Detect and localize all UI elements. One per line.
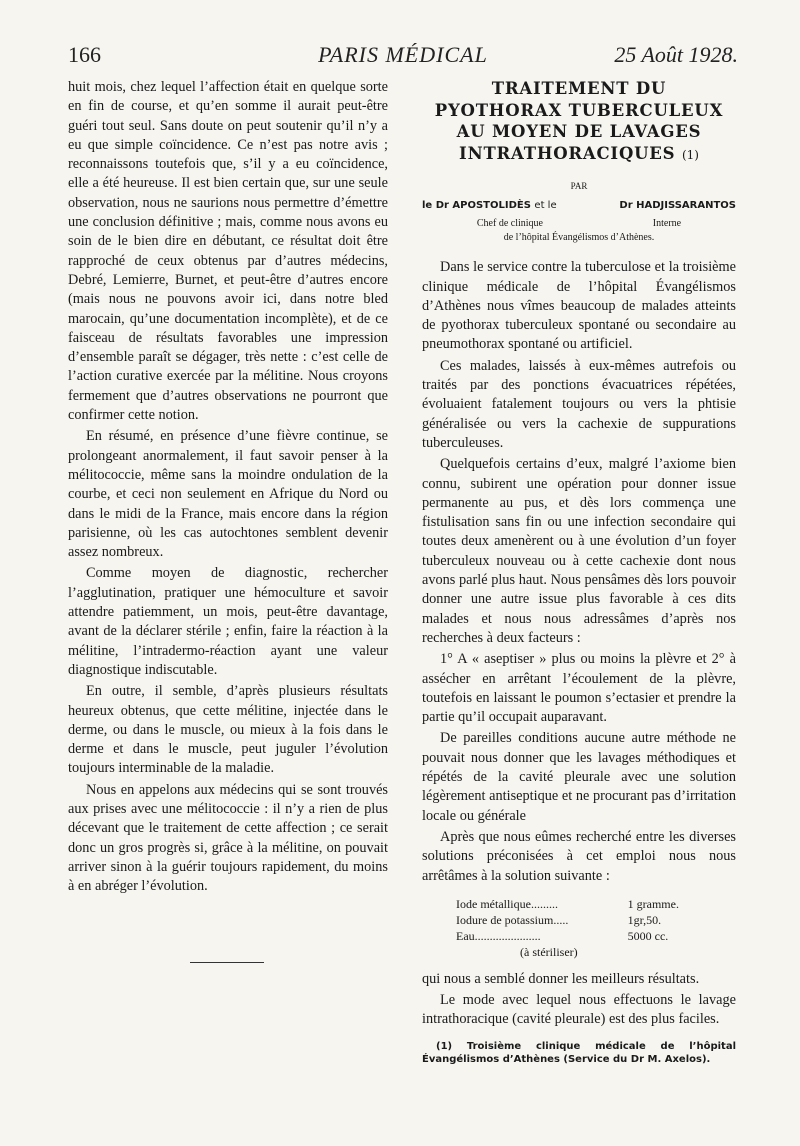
byline-par: PAR bbox=[570, 181, 588, 191]
paragraph: En résumé, en présence d’une fièvre continue, se prolongeant anormalement, il faut savoir penser à la mélitococcie, même sans la moindre ondulation de la courbe, et ceci non seulement en Afrique du Nord ou dans le midi de la France, mais encore dans la région parisienne, où les cas autochtones semblent devenir assez nombreux. bbox=[68, 428, 388, 561]
paragraph: 1° A « aseptiser » plus ou moins la plèvre et 2° à assécher en arrêtant l’écoulement de la plèvre, toutefois en laissant le poumon s’ectasier et prendre la partie qu’il occupait auparavant. bbox=[422, 651, 736, 726]
title-line: TRAITEMENT DU bbox=[491, 79, 667, 98]
title-line: INTRATHORACIQUES (1) bbox=[459, 143, 699, 163]
author-roles bbox=[422, 217, 736, 230]
right-column bbox=[422, 78, 736, 1066]
page-number: 166 bbox=[68, 42, 101, 67]
footnote: (1) Troisième clinique médicale de l’hôpital Évangélismos d’Athènes (Service du Dr M. Axelos). bbox=[422, 1040, 736, 1065]
paragraph: Ces malades, laissés à eux-mêmes autrefois ou traités par des ponctions évacuatrices répétées, évoluaient fatalement toujours ou vers la phtisie généralisée ou vers la cachexie de suppurations tuberculeuses. bbox=[422, 357, 736, 451]
recipe-row: Iodure de potassium..... 1gr,50. bbox=[456, 912, 662, 927]
article-title bbox=[422, 78, 736, 166]
title-line: AU MOYEN DE LAVAGES bbox=[456, 122, 702, 141]
author-1: le Dr APOSTOLIDÈS et le bbox=[422, 200, 557, 211]
hospital: de l’hôpital Évangélismos d’Athènes. bbox=[503, 232, 655, 244]
recipe bbox=[456, 896, 736, 960]
paragraph: Le mode avec lequel nous effectuons le lavage intrathoracique (cavité pleurale) est des plus faciles. bbox=[422, 992, 736, 1028]
journal-title: PARIS MÉDICAL bbox=[318, 42, 488, 67]
paragraph: Quelquefois certains d’eux, malgré l’axiome bien connu, subirent une opération pour donner issue permanente au pus, et dès lors commença une fistulisation sans fin ou une infection secondaire qui toutes deux amenèrent ou à une évolution d’un foyer tuberculeux nouveau ou à cette cachexie dont nous avons parlé plus haut. Nous pensâmes dès lors pouvoir donner une autre issue plus favorable à ces dits malades et nous nous adressâmes d’après nos recherches à deux facteurs : bbox=[422, 456, 736, 646]
paragraph: qui nous a semblé donner les meilleurs résultats. bbox=[422, 970, 700, 987]
paragraph: Dans le service contre la tuberculose et la troisième clinique médicale de l’hôpital Évangélismos d’Athènes nous vîmes beaucoup de malades atteints de pyothorax tuberculeux spontané ou secondaire au pneumothorax spontané ou artificiel. bbox=[422, 259, 736, 353]
paragraph: Nous en appelons aux médecins qui se sont trouvés aux prises avec une mélitococcie : il n’y a rien de plus décevant que le traitement de cette affection ; ce serait donc un gros progrès si, grâce à la mélitine, on pouvait arriver sinon à la guérir toujours rapidement, du moins à en abréger l’évolution. bbox=[68, 781, 388, 895]
authors bbox=[422, 196, 736, 215]
recipe-note: (à stériliser) bbox=[520, 944, 578, 959]
role-2: Interne bbox=[652, 218, 682, 230]
issue-date: 25 Août 1928. bbox=[614, 42, 738, 67]
title-line: PYOTHORAX TUBERCULEUX bbox=[434, 100, 724, 120]
paragraph: huit mois, chez lequel l’affection était en quelque sorte en fin de course, et qu’en somme il aurait peut-être guéri tout seul. Sans doute on peut soutenir qu’il n’y a eu que simple coïncidence. Ce n’est pas notre avis ; reconnaissons toutefois que, s’il y a eu coïncidence, elle a été heureuse. Il est bien certain que, sur une seule observation, nous ne saurions nous permettre d’émettre une conclusion définitive ; mais, comme nous avons eu soin de le bien dire en débutant, ce résultat doit être rapproché de ceux obtenus par d’autres médecins, Debré, Lemierre, Burnet, et peut-être d’autres encore (mais nous ne pouvons avoir ici, dans notre bled marocain, qu’une documentation incomplète), et de ce faisceau de résultats favorables une impression d’ensemble paraît se dégager, très nette : c’est celle de l’action curative exercée par la mélitine. Nous croyons fermement que d’autres observations ne pourront que confirmer cette notion. bbox=[68, 79, 388, 424]
footnote-marker: (1) bbox=[681, 147, 699, 162]
paragraph: Après que nous eûmes recherché entre les diverses solutions préconisées à cet emploi nous nous arrêtâmes à la solution suivante : bbox=[422, 828, 736, 884]
left-column bbox=[68, 78, 388, 896]
recipe-row: Iode métallique......... 1 gramme. bbox=[456, 896, 679, 911]
author-2: Dr HADJISSARANTOS bbox=[619, 200, 736, 211]
paragraph: De pareilles conditions aucune autre méthode ne pouvait nous donner que les lavages méthodiques et répétés de la cavité pleurale avec une solution légèrement antiseptique et ne procurant pas d’irritation locale ou générale bbox=[422, 730, 736, 824]
running-header bbox=[68, 42, 738, 72]
role-1: Chef de clinique bbox=[476, 218, 543, 230]
paragraph: Comme moyen de diagnostic, rechercher l’agglutination, pratiquer une hémoculture et savoir attendre patiemment, un mois, peut-être davantage, avant de la déclarer stérile ; enfin, faire la réaction à la mélitine, l’intradermo-réaction ayant une valeur diagnostique indiscutable. bbox=[68, 565, 388, 678]
paragraph: En outre, il semble, d’après plusieurs résultats heureux obtenus, que cette mélitine, injectée dans le derme, ou dans le muscle, ou mieux à la fois dans le derme et dans le muscle, peut juguler l’évolution toujours interminable de la maladie. bbox=[68, 683, 388, 777]
recipe-row: Eau...................... 5000 cc. bbox=[456, 928, 669, 943]
section-divider bbox=[190, 962, 264, 963]
